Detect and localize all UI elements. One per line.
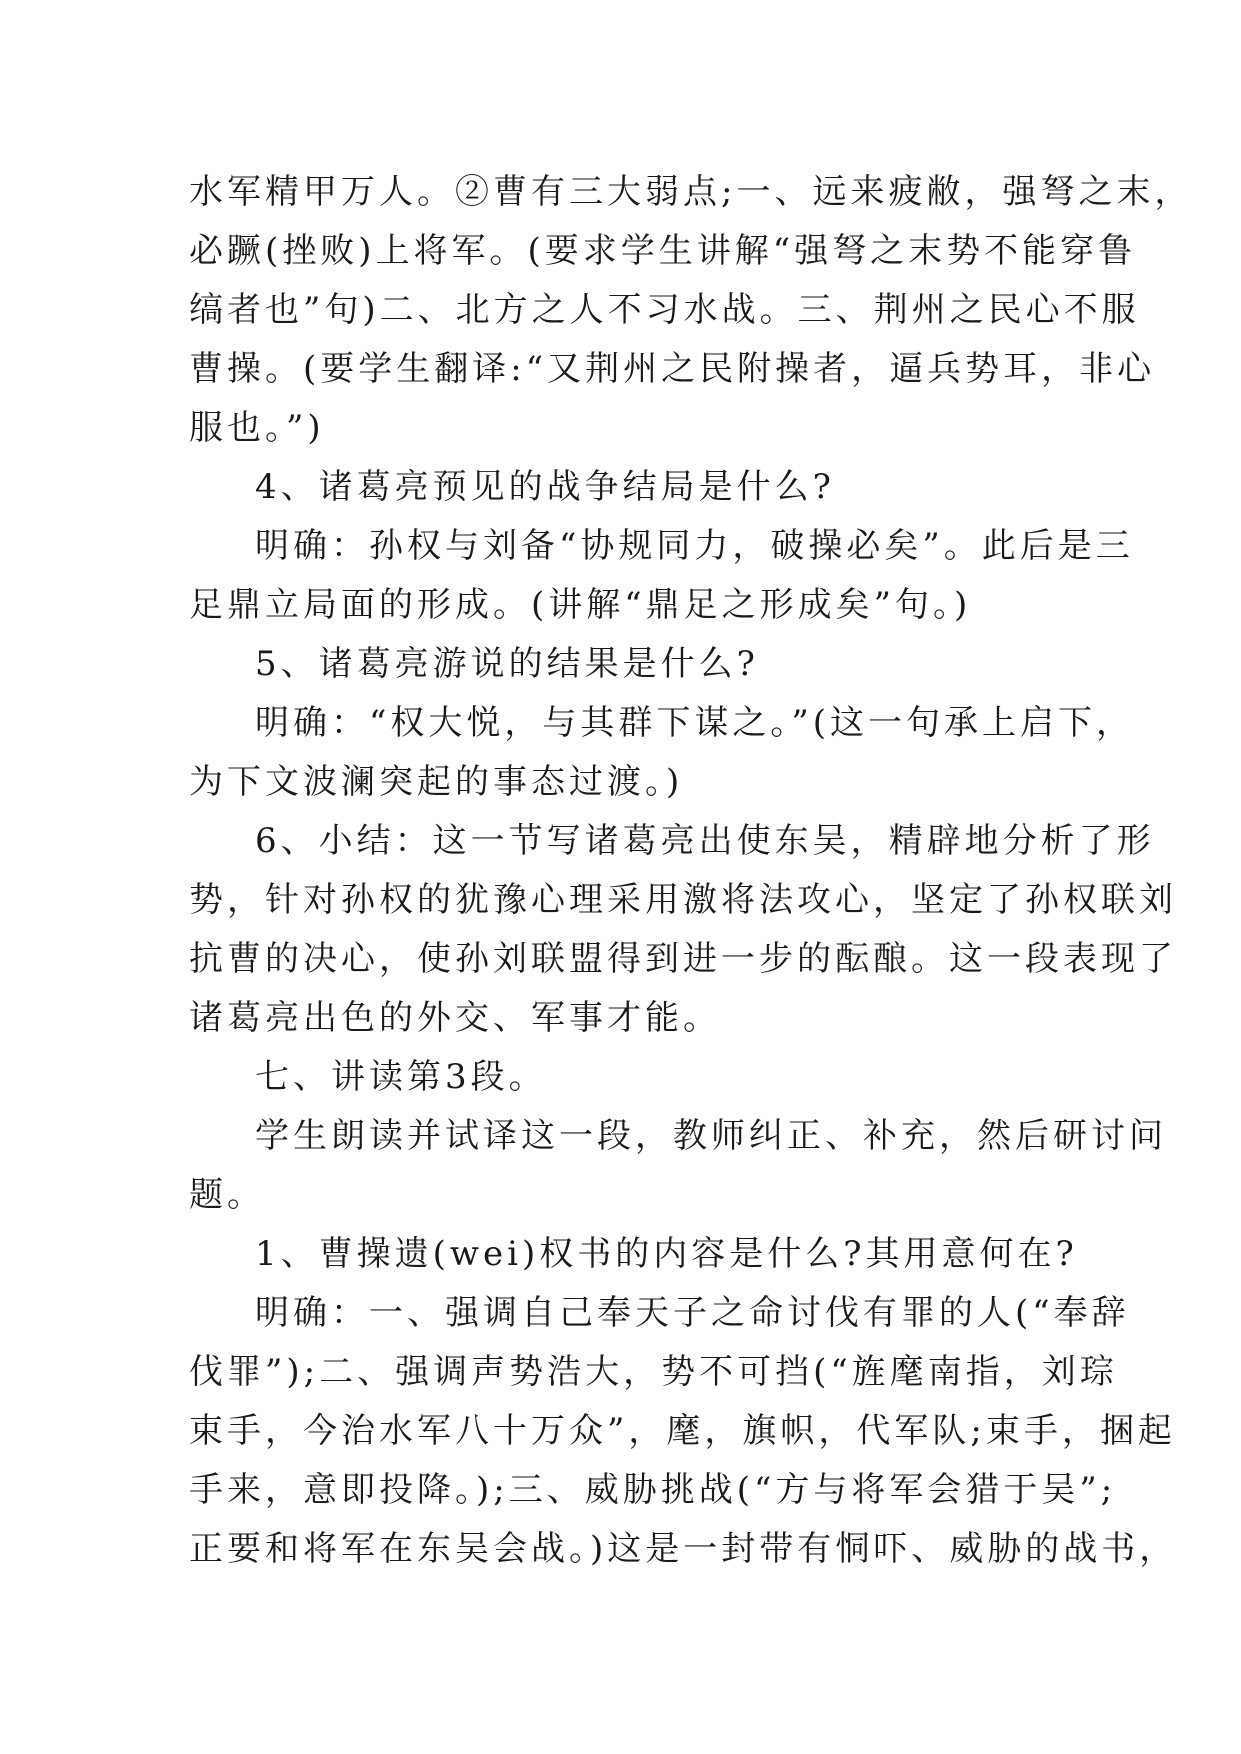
question-5: 5、诸葛亮游说的结果是什么? [255,644,759,684]
text-line: 明确：孙权与刘备“协规同力，破操必矣”。此后是三 [255,526,1134,566]
text-line: 足鼎立局面的形成。(讲解“鼎足之形成矣”句。) [189,585,972,625]
text-line: 服也。”) [189,408,325,448]
summary-6: 6、小结：这一节写诸葛亮出使东吴，精辟地分析了形 [255,821,1155,861]
text-line: 诸葛亮出色的外交、军事才能。 [189,998,721,1038]
text-line: 题。 [189,1175,265,1215]
text-line: 学生朗读并试译这一段，教师纠正、补充，然后研讨问 [255,1116,1167,1156]
section-heading-7: 七、讲读第3段。 [255,1057,547,1097]
text-line: 为下文波澜突起的事态过渡。) [189,762,684,802]
text-line: 缟者也”句)二、北方之人不习水战。三、荆州之民心不服 [189,290,1140,330]
text-line: 束手，今治水军八十万众”，麾，旗帜，代军队;束手，捆起 [189,1411,1176,1451]
text-line: 伐罪”);二、强调声势浩大，势不可挡(“旌麾南指，刘琮 [189,1352,1118,1392]
document-page [189,163,1193,1579]
text-line: 正要和将军在东吴会战。)这是一封带有恫吓、威胁的战书， [189,1529,1178,1569]
question-4: 4、诸葛亮预见的战争结局是什么? [255,467,835,507]
text-line: 手来，意即投降。);三、威胁挑战(“方与将军会猎于吴”; [189,1470,1117,1510]
text-line: 势，针对孙权的犹豫心理采用激将法攻心，坚定了孙权联刘 [189,880,1177,920]
text-line: 抗曹的决心，使孙刘联盟得到进一步的酝酿。这一段表现了 [189,939,1177,979]
text-line: 水军精甲万人。②曹有三大弱点;一、远来疲敝，强弩之末， [189,172,1193,212]
text-line: 明确：“权大悦，与其群下谋之。”(这一句承上启下， [255,703,1135,743]
text-line: 必蹶(挫败)上将军。(要求学生讲解“强弩之末势不能穿鲁 [189,231,1137,271]
text-line: 曹操。(要学生翻译:“又荆州之民附操者，逼兵势耳，非心 [189,349,1156,389]
question-1: 1、曹操遗(wei)权书的内容是什么?其用意何在? [255,1234,1078,1274]
text-line: 明确：一、强调自己奉天子之命讨伐有罪的人(“奉辞 [255,1293,1130,1333]
